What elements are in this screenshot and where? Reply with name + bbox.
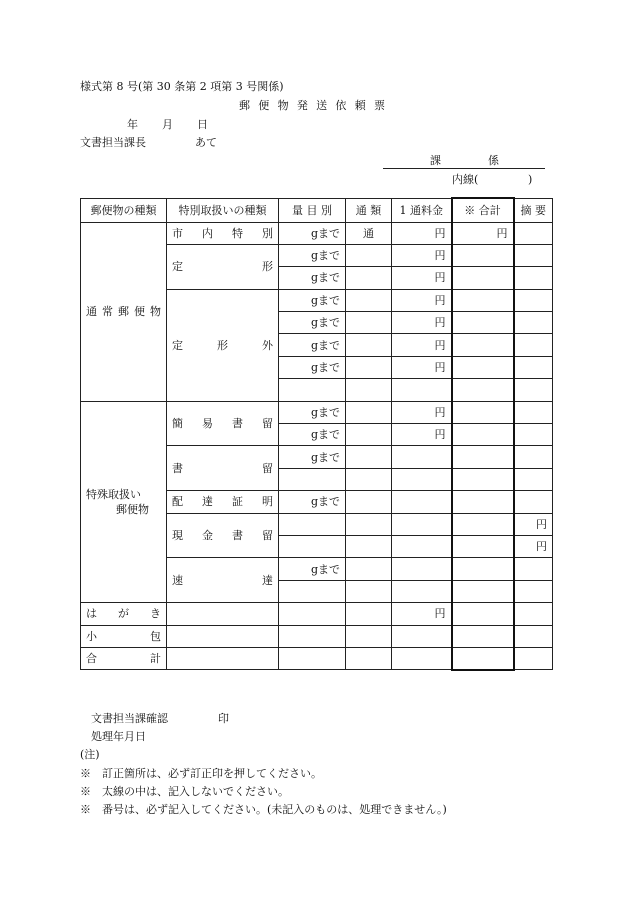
date-month: 月 [162, 118, 173, 131]
total-cell [452, 647, 514, 669]
label-char: 書 [232, 528, 243, 542]
label-char: 小 [86, 629, 97, 643]
label-char: 通 [86, 305, 97, 319]
memo-cell [514, 491, 553, 513]
row-delivery-cert-label [172, 495, 273, 508]
memo-cell: 円 [514, 535, 553, 557]
table-row [81, 625, 553, 647]
weight-cell: gまで [279, 289, 346, 311]
label-char: 別 [262, 226, 273, 240]
fee-cell: 円 [392, 289, 452, 311]
row-parcel [81, 625, 167, 647]
label-char: 外 [262, 338, 273, 352]
weight-cell: gまで [279, 222, 346, 244]
special-cell [167, 647, 279, 669]
row-express [167, 558, 279, 603]
postal-request-table [80, 197, 553, 671]
label-char: 計 [150, 652, 161, 666]
fee-cell: 円 [392, 244, 452, 266]
row-non-standard-label [172, 339, 273, 352]
total-cell [452, 513, 514, 535]
count-cell [346, 603, 392, 625]
label-char: 書 [232, 417, 243, 431]
special-cell [167, 603, 279, 625]
note-label: (注) [80, 748, 100, 761]
table-row [81, 603, 553, 625]
header-total: ※ 合計 [452, 198, 514, 222]
group-ordinary-label [86, 305, 161, 318]
weight-cell: gまで [279, 267, 346, 289]
label-char: 証 [232, 495, 243, 509]
group-ordinary [81, 222, 167, 401]
label-char: 簡 [172, 417, 183, 431]
fee-cell [392, 535, 452, 557]
confirm-seal: 印 [218, 712, 229, 725]
special-cell [167, 625, 279, 647]
count-cell [346, 535, 392, 557]
count-cell [346, 424, 392, 446]
title-char: 送 [316, 99, 328, 112]
label-char: 包 [150, 629, 161, 643]
row-express-label [172, 574, 273, 587]
total-cell [452, 446, 514, 468]
label-char: 定 [172, 260, 183, 274]
label-char: 留 [262, 528, 273, 542]
row-simple-registered [167, 401, 279, 446]
total-cell [452, 244, 514, 266]
memo-cell [514, 424, 553, 446]
count-cell [346, 580, 392, 602]
weight-cell [279, 647, 346, 669]
total-cell [452, 468, 514, 490]
note-3: ※ 番号は、必ず記入してください。(未記入のものは、処理できません。) [80, 803, 447, 816]
count-cell [346, 468, 392, 490]
memo-cell [514, 401, 553, 423]
document-title [239, 99, 385, 113]
count-cell [346, 513, 392, 535]
label-char: 形 [262, 260, 273, 274]
weight-cell [279, 580, 346, 602]
memo-cell [514, 379, 553, 401]
memo-cell [514, 468, 553, 490]
row-registered [167, 446, 279, 491]
label-char: 留 [262, 461, 273, 475]
total-cell [452, 558, 514, 580]
row-standard-label [172, 260, 273, 273]
label-char: 達 [202, 495, 213, 509]
header-count: 通 類 [346, 198, 392, 222]
table-row [81, 401, 553, 423]
total-cell [452, 535, 514, 557]
row-non-standard [167, 289, 279, 401]
header-memo: 摘 要 [514, 198, 553, 222]
date-year: 年 [127, 118, 138, 131]
date-day: 日 [197, 118, 208, 131]
header-fee: 1 通料金 [392, 198, 452, 222]
row-local-special [167, 222, 279, 244]
row-standard [167, 244, 279, 289]
fee-cell [392, 647, 452, 669]
fee-cell: 円 [392, 312, 452, 334]
label-char: 便 [134, 305, 145, 319]
label-char: 形 [217, 338, 228, 352]
group-special [81, 401, 167, 603]
label-char: 配 [172, 495, 183, 509]
row-delivery-cert [167, 491, 279, 513]
row-registered-label [172, 462, 273, 475]
memo-cell [514, 267, 553, 289]
memo-cell [514, 312, 553, 334]
memo-cell [514, 244, 553, 266]
total-cell [452, 379, 514, 401]
row-postcard [81, 603, 167, 625]
label-char: が [118, 607, 129, 621]
memo-cell [514, 558, 553, 580]
label-char: 市 [172, 226, 183, 240]
count-cell [346, 289, 392, 311]
count-cell [346, 244, 392, 266]
label-char: 現 [172, 528, 183, 542]
fee-cell: 円 [392, 222, 452, 244]
row-parcel-label [86, 630, 161, 643]
label-char: 物 [150, 305, 161, 319]
label-char: 速 [172, 573, 183, 587]
memo-cell [514, 334, 553, 356]
total-cell [452, 491, 514, 513]
dept-underline [383, 168, 545, 169]
count-cell [346, 491, 392, 513]
label-char: 達 [262, 573, 273, 587]
weight-cell [279, 603, 346, 625]
total-cell [452, 356, 514, 378]
header-kind: 郵便物の種類 [81, 198, 167, 222]
weight-cell: gまで [279, 356, 346, 378]
label-char: 常 [102, 305, 113, 319]
weight-cell: gまで [279, 558, 346, 580]
total-cell [452, 334, 514, 356]
weight-cell: gまで [279, 244, 346, 266]
memo-cell [514, 625, 553, 647]
fee-cell [392, 558, 452, 580]
label-char: 特 [232, 226, 243, 240]
count-cell [346, 356, 392, 378]
label-char: 金 [202, 528, 213, 542]
total-cell [452, 625, 514, 647]
memo-cell [514, 647, 553, 669]
title-char: 物 [277, 99, 289, 112]
row-simple-registered-label [172, 417, 273, 430]
table-row [81, 647, 553, 669]
title-char: 票 [373, 99, 385, 112]
header-special: 特別取扱いの種類 [167, 198, 279, 222]
count-cell [346, 334, 392, 356]
label-char: 留 [262, 417, 273, 431]
total-cell: 円 [452, 222, 514, 244]
weight-cell [279, 468, 346, 490]
label-char: 定 [172, 338, 183, 352]
memo-cell [514, 356, 553, 378]
extension-close: ) [528, 173, 533, 186]
memo-cell [514, 222, 553, 244]
row-postcard-label [86, 607, 161, 620]
title-char: 郵 [239, 99, 250, 112]
count-cell [346, 625, 392, 647]
title-char: 便 [258, 99, 270, 112]
fee-cell [392, 468, 452, 490]
label-char: 合 [86, 652, 97, 666]
fee-cell [392, 580, 452, 602]
fee-cell [392, 379, 452, 401]
weight-cell [279, 379, 346, 401]
title-char: 頼 [354, 99, 366, 112]
memo-cell [514, 446, 553, 468]
memo-cell: 円 [514, 513, 553, 535]
total-cell [452, 289, 514, 311]
dept-unit: 係 [488, 154, 499, 167]
addressee-suffix: あて [195, 136, 217, 149]
fee-cell [392, 491, 452, 513]
total-cell [452, 603, 514, 625]
memo-cell [514, 603, 553, 625]
extension-label: 内線( [452, 173, 479, 186]
table-header-row [81, 198, 553, 222]
fee-cell: 円 [392, 356, 452, 378]
memo-cell [514, 289, 553, 311]
total-cell [452, 424, 514, 446]
row-local-special-label [172, 227, 273, 240]
group-special-line1: 特殊取扱い [86, 487, 141, 501]
label-char: 郵 [118, 305, 129, 319]
total-cell [452, 401, 514, 423]
processed-date-label: 処理年月日 [91, 730, 146, 743]
note-2: ※ 太線の中は、記入しないでください。 [80, 785, 289, 798]
count-cell [346, 446, 392, 468]
label-char: 書 [172, 461, 183, 475]
label-char: は [86, 607, 97, 621]
group-special-line2: 郵便物 [116, 502, 149, 516]
count-cell [346, 379, 392, 401]
title-char: 発 [296, 99, 308, 112]
label-char: 明 [262, 495, 273, 509]
row-total [81, 647, 167, 669]
count-cell: 通 [346, 222, 392, 244]
fee-cell: 円 [392, 603, 452, 625]
weight-cell: gまで [279, 491, 346, 513]
fee-cell: 円 [392, 424, 452, 446]
header-weight: 量 目 別 [279, 198, 346, 222]
label-char: き [150, 607, 161, 621]
fee-cell [392, 625, 452, 647]
addressee: 文書担当課長 [80, 136, 146, 149]
weight-cell: gまで [279, 334, 346, 356]
fee-cell: 円 [392, 334, 452, 356]
confirm-label: 文書担当課確認 [91, 712, 168, 725]
weight-cell [279, 625, 346, 647]
total-cell [452, 312, 514, 334]
table-row [81, 222, 553, 244]
title-char: 依 [335, 99, 347, 112]
dept-section: 課 [430, 154, 441, 167]
label-char: 易 [202, 417, 213, 431]
count-cell [346, 647, 392, 669]
count-cell [346, 401, 392, 423]
label-char: 内 [202, 226, 213, 240]
count-cell [346, 312, 392, 334]
weight-cell: gまで [279, 446, 346, 468]
row-cash-registered [167, 513, 279, 558]
weight-cell [279, 513, 346, 535]
fee-cell: 円 [392, 267, 452, 289]
count-cell [346, 558, 392, 580]
fee-cell [392, 513, 452, 535]
group-special-label [86, 487, 161, 517]
weight-cell [279, 535, 346, 557]
weight-cell: gまで [279, 312, 346, 334]
row-total-label [86, 652, 161, 665]
total-cell [452, 267, 514, 289]
fee-cell: 円 [392, 401, 452, 423]
count-cell [346, 267, 392, 289]
note-1: ※ 訂正箇所は、必ず訂正印を押してください。 [80, 767, 322, 780]
form-number: 様式第 8 号(第 30 条第 2 項第 3 号関係) [80, 80, 284, 93]
weight-cell: gまで [279, 401, 346, 423]
weight-cell: gまで [279, 424, 346, 446]
total-cell [452, 580, 514, 602]
row-cash-registered-label [172, 529, 273, 542]
memo-cell [514, 580, 553, 602]
fee-cell [392, 446, 452, 468]
